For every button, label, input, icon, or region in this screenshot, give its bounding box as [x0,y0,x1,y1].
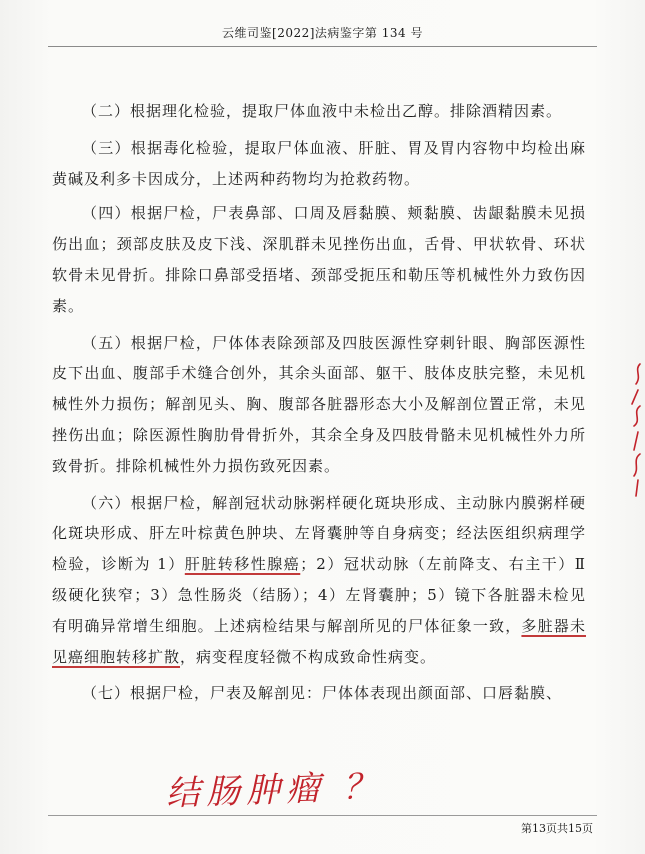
red-margin-annotation [628,360,644,500]
header-divider [48,46,597,47]
underlined-liver-adenocarcinoma: 肝脏转移性腺癌 [184,555,301,574]
paragraph-2: （二）根据理化检验，提取尸体血液中未检出乙醇。排除酒精因素。 [82,102,563,120]
paragraph-6-text-a: （六）根据尸检，解剖冠状动脉粥样硬化斑块形成、主动脉内膜粥样硬化斑块形成、肝左叶棕黄色肿块、左肾囊肿等自身病变；经法医组织病理学检验，诊断为 1） [52,493,586,574]
paragraph-6-text-b: ；2）冠状动脉（左前降支、右主干）Ⅱ级硬化狭窄；3）急性肠炎（结肠）；4）左肾囊肿；5）镜下各脏器未检见有明确异常增生细胞。上述病检结果与解剖所见的尸体征象一致， [52,555,586,635]
paragraph-5: （五）根据尸检，尸体体表除颈部及四肢医源性穿刺针眼、胸部医源性皮下出血、腹部手术缝合创外，其余头面部、躯干、肢体皮肤完整，未见机械性外力损伤；解剖见头、胸、腹部各脏器形态大小及解剖位置正常，未见挫伤出血；除医源性胸肋骨骨折外，其余全身及四肢骨骼未见机械性外力所致骨折。排除机械性外力损伤致死因素。 [52,333,586,475]
footer-divider [48,815,597,816]
paragraph-4: （四）根据尸检，尸表鼻部、口周及唇黏膜、颊黏膜、齿龈黏膜未见损伤出血；颈部皮肤及皮下浅、深肌群未见挫伤出血，舌骨、甲状软骨、环状软骨未见骨折。排除口鼻部受捂堵、颈部受扼压和勒压等机械性外力致伤因素。 [52,204,586,315]
paragraph-6 [52,488,586,673]
paragraph-6-text-c: ，病变程度轻微不构成致命性病变。 [180,647,437,666]
page-number: 第13页共15页 [521,822,593,835]
underlined-no-metastasis: 多脏器未见癌细胞转移扩散 [52,616,586,666]
paragraph-7: （七）根据尸检，尸表及解剖见：尸体体表现出颜面部、口唇黏膜、 [82,684,563,703]
case-number-header: 云维司鉴[2022]法病鉴字第 134 号 [222,26,423,40]
handwritten-annotation: 结肠肿瘤 ？ [165,766,384,814]
paragraph-3: （三）根据毒化检验，提取尸体血液、肝脏、胃及胃内容物中均检出麻黄碱及利多卡因成分，上述两种药物均为抢救药物。 [52,138,586,188]
document-body [52,96,586,715]
